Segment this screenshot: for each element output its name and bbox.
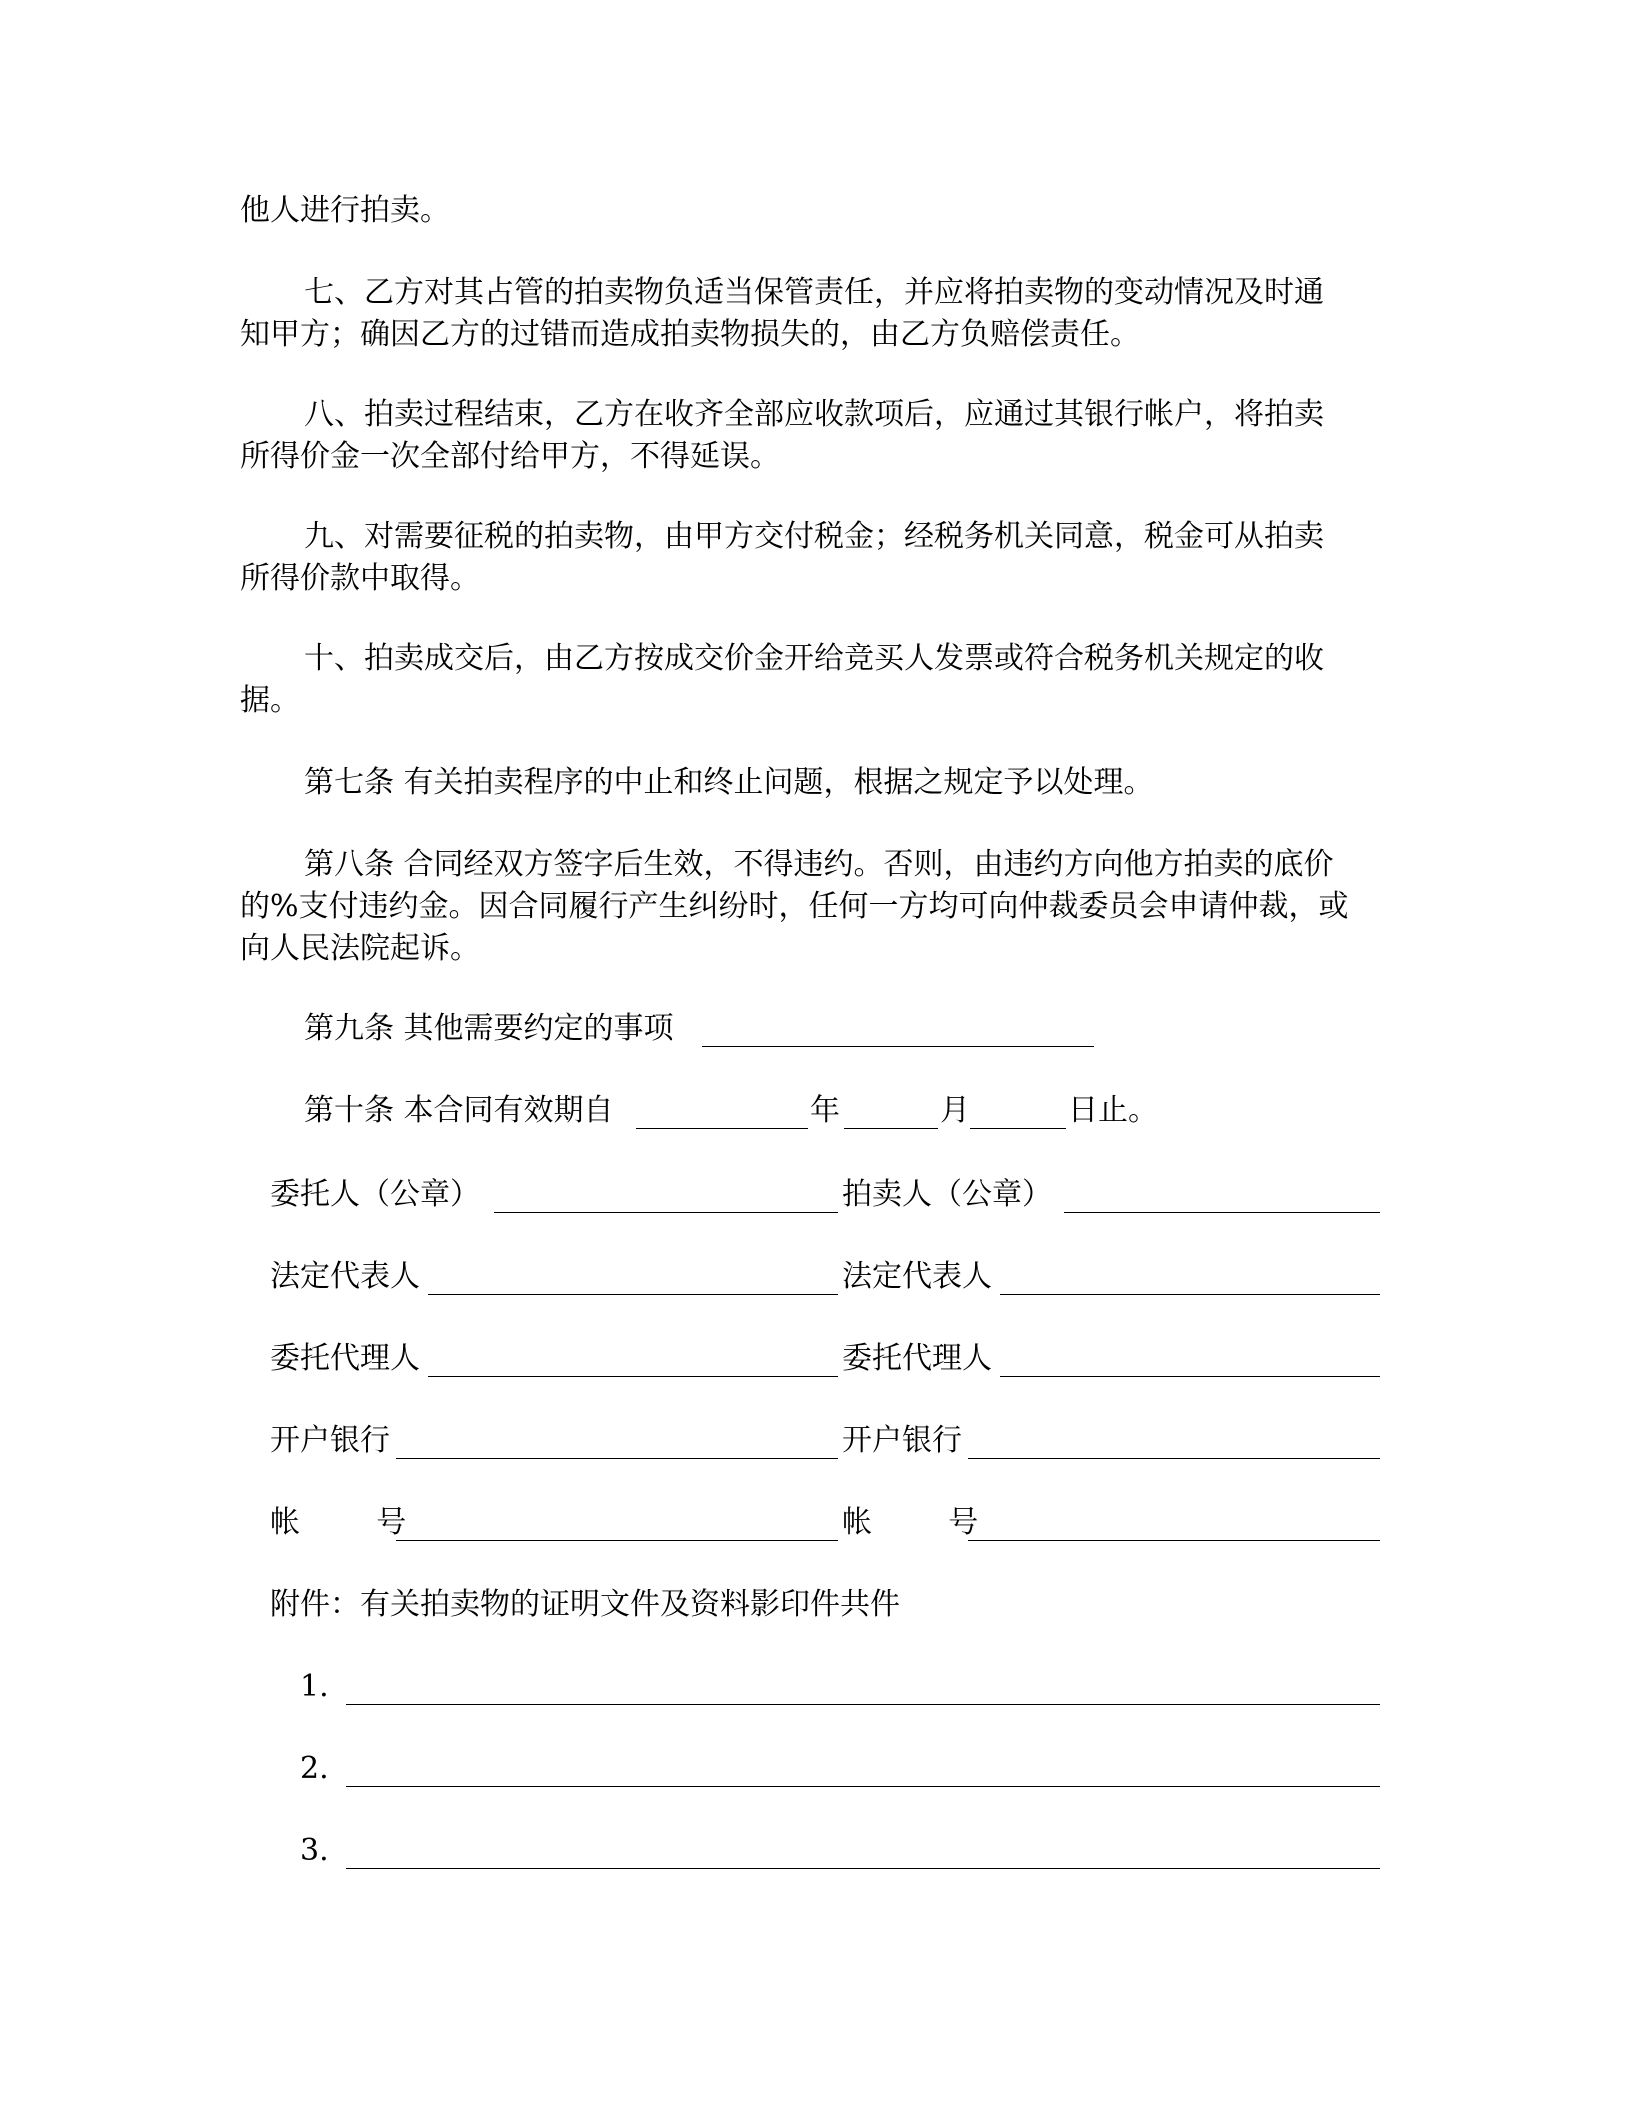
- text-line: 七、乙方对其占管的拍卖物负适当保管责任，并应将拍卖物的变动情况及时通: [304, 275, 1324, 310]
- article-7: [240, 762, 1380, 804]
- consignor-account-label: [270, 1502, 406, 1544]
- fill-blank-line[interactable]: [970, 1128, 1066, 1129]
- paragraph-clause-10: [240, 638, 1380, 722]
- article-10: 第十条 本合同有效期自: [304, 1093, 614, 1128]
- text-line: 第七条 有关拍卖程序的中止和终止问题，根据之规定予以处理。: [304, 765, 1154, 800]
- fill-blank-line[interactable]: [636, 1128, 808, 1129]
- fill-blank-line[interactable]: [702, 1046, 1094, 1047]
- article-8: [240, 844, 1380, 970]
- attachment-item-number: 2.: [300, 1751, 329, 1786]
- text-line: 十、拍卖成交后，由乙方按成交价金开给竞买人发票或符合税务机关规定的收: [304, 641, 1324, 676]
- consignor-legal-rep-label: 法定代表人: [270, 1259, 420, 1294]
- fill-blank-line[interactable]: [1064, 1212, 1380, 1213]
- fill-blank-line[interactable]: [494, 1212, 838, 1213]
- fill-blank-line[interactable]: [1000, 1376, 1380, 1377]
- fill-blank-line[interactable]: [396, 1540, 838, 1541]
- fill-blank-line[interactable]: [396, 1458, 838, 1459]
- paragraph-clause-8: [240, 394, 1380, 478]
- text-line: 第八条 合同经双方签字后生效，不得违约。否则，由违约方向他方拍卖的底价: [304, 847, 1334, 882]
- fill-blank-line[interactable]: [968, 1458, 1380, 1459]
- text-line: 知甲方；确因乙方的过错而造成拍卖物损失的，由乙方负赔偿责任。: [240, 317, 1140, 352]
- attachment-item-number: 1.: [300, 1669, 329, 1704]
- fill-blank-line[interactable]: [844, 1128, 938, 1129]
- auctioneer-seal-label: 拍卖人（公章）: [842, 1177, 1052, 1212]
- consignor-bank-label: 开户银行: [270, 1423, 390, 1458]
- attachment-blank-line[interactable]: [346, 1868, 1380, 1869]
- attachment-title: 附件：有关拍卖物的证明文件及资料影印件共件: [270, 1587, 900, 1622]
- attachment-blank-line[interactable]: [346, 1704, 1380, 1705]
- text-line: 向人民法院起诉。: [240, 931, 480, 966]
- text-line: 他人进行拍卖。: [240, 193, 450, 228]
- fill-blank-line[interactable]: [428, 1294, 838, 1295]
- auctioneer-account-label: [842, 1502, 978, 1544]
- consignor-agent-label: 委托代理人: [270, 1341, 420, 1376]
- year-label: 年: [810, 1093, 840, 1128]
- attachment-item-number: 3.: [300, 1833, 329, 1868]
- paragraph-continuation: [240, 190, 1380, 232]
- text-line: 八、拍卖过程结束，乙方在收齐全部应收款项后，应通过其银行帐户，将拍卖: [304, 397, 1324, 432]
- attachment-blank-line[interactable]: [346, 1786, 1380, 1787]
- fill-blank-line[interactable]: [428, 1376, 838, 1377]
- text-line: 据。: [240, 683, 300, 718]
- auctioneer-agent-label: 委托代理人: [842, 1341, 992, 1376]
- fill-blank-line[interactable]: [1000, 1294, 1380, 1295]
- article-9: 第九条 其他需要约定的事项: [304, 1011, 674, 1046]
- auctioneer-bank-label: 开户银行: [842, 1423, 962, 1458]
- text-line: 所得价金一次全部付给甲方，不得延误。: [240, 439, 780, 474]
- auctioneer-legal-rep-label: 法定代表人: [842, 1259, 992, 1294]
- consignor-seal-label: 委托人（公章）: [270, 1177, 480, 1212]
- text-line: 九、对需要征税的拍卖物，由甲方交付税金；经税务机关同意，税金可从拍卖: [304, 519, 1324, 554]
- paragraph-clause-9: [240, 516, 1380, 600]
- month-label: 月: [940, 1093, 970, 1128]
- day-label: 日止。: [1068, 1093, 1158, 1128]
- account-label-text: 帐 号: [842, 1505, 979, 1540]
- fill-blank-line[interactable]: [968, 1540, 1380, 1541]
- account-label-text: 帐 号: [270, 1505, 407, 1540]
- text-line: 的%支付违约金。因合同履行产生纠纷时，任何一方均可向仲裁委员会申请仲裁，或: [240, 889, 1349, 924]
- paragraph-clause-7: [240, 272, 1380, 356]
- text-line: 所得价款中取得。: [240, 561, 480, 596]
